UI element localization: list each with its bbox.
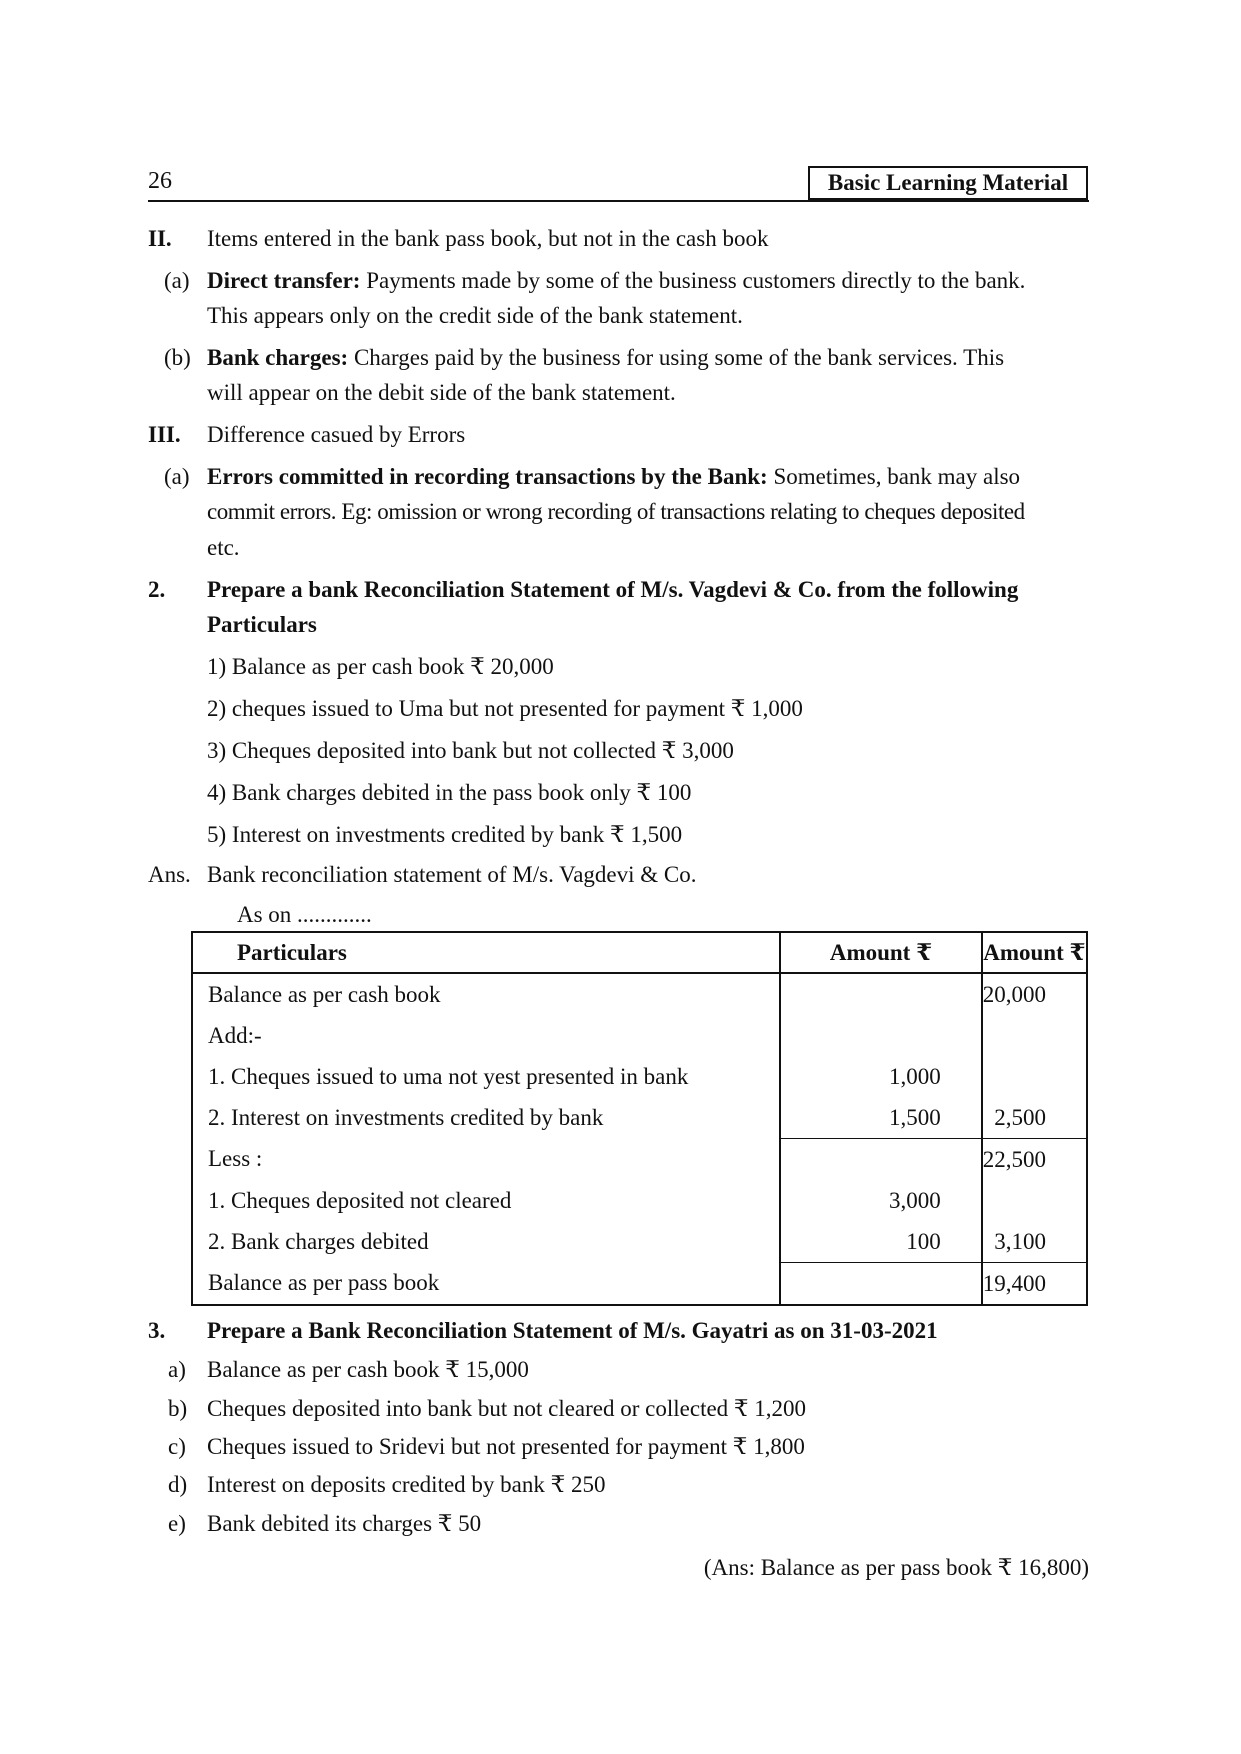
answer-marker: Ans. xyxy=(148,862,191,887)
table-row xyxy=(192,1263,1087,1306)
question-title: Particulars xyxy=(207,612,317,637)
header-rule xyxy=(148,200,1089,202)
table-row xyxy=(192,1180,1087,1221)
question-item: Balance as per cash book ₹ 15,000 xyxy=(207,1357,529,1382)
item-text: Sometimes, bank may also xyxy=(767,464,1021,489)
table-cell xyxy=(780,1263,982,1306)
question-number: 3. xyxy=(148,1318,166,1343)
section-marker: III. xyxy=(148,422,181,447)
table-cell xyxy=(780,1015,982,1056)
item-marker: (b) xyxy=(164,345,191,370)
table-cell: 1,500 xyxy=(780,1097,982,1139)
item-line: etc. xyxy=(207,535,240,560)
table-cell xyxy=(982,1015,1087,1056)
table-cell: 100 xyxy=(780,1221,982,1263)
question-number: 2. xyxy=(148,577,166,602)
item-term: Errors committed in recording transactions by the Bank: xyxy=(207,464,768,489)
table-cell xyxy=(780,1139,982,1181)
table-cell: Add:- xyxy=(208,1022,262,1048)
column-header: Amount ₹ xyxy=(780,932,982,973)
table-row xyxy=(192,1056,1087,1097)
item-marker: e) xyxy=(168,1511,186,1536)
table-row xyxy=(192,1015,1087,1056)
item-line xyxy=(207,268,1025,294)
question-item: Cheques deposited into bank but not cleared or collected ₹ 1,200 xyxy=(207,1396,807,1421)
question-item: Cheques issued to Sridevi but not presented for payment ₹ 1,800 xyxy=(207,1434,805,1459)
answer-text: (Ans: Balance as per pass book ₹ 16,800) xyxy=(703,1555,1089,1580)
table-cell: Less : xyxy=(208,1146,263,1172)
section-heading: Items entered in the bank pass book, but not in the cash book xyxy=(207,226,769,251)
table-cell: 1. Cheques deposited not cleared xyxy=(208,1187,512,1213)
table-cell: 1. Cheques issued to uma not yest presented in bank xyxy=(208,1063,689,1089)
item-marker: d) xyxy=(168,1472,188,1497)
table-cell: Balance as per pass book xyxy=(208,1270,440,1296)
table-header-row xyxy=(192,932,1087,973)
item-line xyxy=(207,464,1020,490)
question-item: 3) Cheques deposited into bank but not collected ₹ 3,000 xyxy=(207,738,734,763)
table-row xyxy=(192,1221,1087,1263)
table-row xyxy=(192,1139,1087,1181)
item-text: Payments made by some of the business customers directly to the bank. xyxy=(360,268,1026,293)
question-title: Prepare a Bank Reconciliation Statement of M/s. Gayatri as on 31-03-2021 xyxy=(207,1318,938,1343)
table-cell: 2. Interest on investments credited by bank xyxy=(208,1104,604,1130)
column-header: Particulars xyxy=(192,932,780,973)
item-marker: (a) xyxy=(164,268,190,293)
table-cell: 2. Bank charges debited xyxy=(208,1228,429,1254)
question-item: Interest on deposits credited by bank ₹ 250 xyxy=(207,1472,606,1497)
table-cell: 20,000 xyxy=(982,973,1087,1015)
question-item: 5) Interest on investments credited by bank ₹ 1,500 xyxy=(207,822,683,847)
table-row xyxy=(192,973,1087,1015)
question-item: 2) cheques issued to Uma but not presented for payment ₹ 1,000 xyxy=(207,696,803,721)
table-row xyxy=(192,1097,1087,1139)
page-number: 26 xyxy=(148,168,172,194)
item-term: Direct transfer: xyxy=(207,268,361,293)
item-line: will appear on the debit side of the bank statement. xyxy=(207,380,676,405)
item-marker: b) xyxy=(168,1396,188,1421)
table-cell xyxy=(982,1180,1087,1221)
item-marker: c) xyxy=(168,1434,186,1459)
item-line xyxy=(207,345,1004,371)
column-header: Amount ₹ xyxy=(982,932,1087,973)
item-text: Charges paid by the business for using some of the bank services. This xyxy=(348,345,1005,370)
reconciliation-table xyxy=(191,931,1088,1306)
table-cell: 22,500 xyxy=(982,1139,1087,1181)
section-heading: Difference casued by Errors xyxy=(207,422,466,447)
table-cell: 3,100 xyxy=(982,1221,1087,1263)
question-item: 1) Balance as per cash book ₹ 20,000 xyxy=(207,654,554,679)
question-title: Prepare a bank Reconciliation Statement of M/s. Vagdevi & Co. from the following xyxy=(207,577,1019,602)
table-cell: 2,500 xyxy=(982,1097,1087,1139)
table-cell: 1,000 xyxy=(780,1056,982,1097)
item-line: This appears only on the credit side of the bank statement. xyxy=(207,303,743,328)
answer-title: Bank reconciliation statement of M/s. Vagdevi & Co. xyxy=(207,862,697,887)
question-item: Bank debited its charges ₹ 50 xyxy=(207,1511,482,1536)
item-term: Bank charges: xyxy=(207,345,349,370)
question-item: 4) Bank charges debited in the pass book only ₹ 100 xyxy=(207,780,692,805)
table-cell: 19,400 xyxy=(982,1263,1087,1306)
table-cell: 3,000 xyxy=(780,1180,982,1221)
section-marker: II. xyxy=(148,226,172,251)
table-cell xyxy=(982,1056,1087,1097)
item-marker: (a) xyxy=(164,464,190,489)
table-cell xyxy=(780,973,982,1015)
item-line: commit errors. Eg: omission or wrong recording of transactions relating to cheques deposited xyxy=(207,499,1025,524)
table-cell: Balance as per cash book xyxy=(208,981,441,1007)
item-marker: a) xyxy=(168,1357,186,1382)
as-on-date: As on ............. xyxy=(237,902,372,927)
header-title: Basic Learning Material xyxy=(808,166,1088,200)
